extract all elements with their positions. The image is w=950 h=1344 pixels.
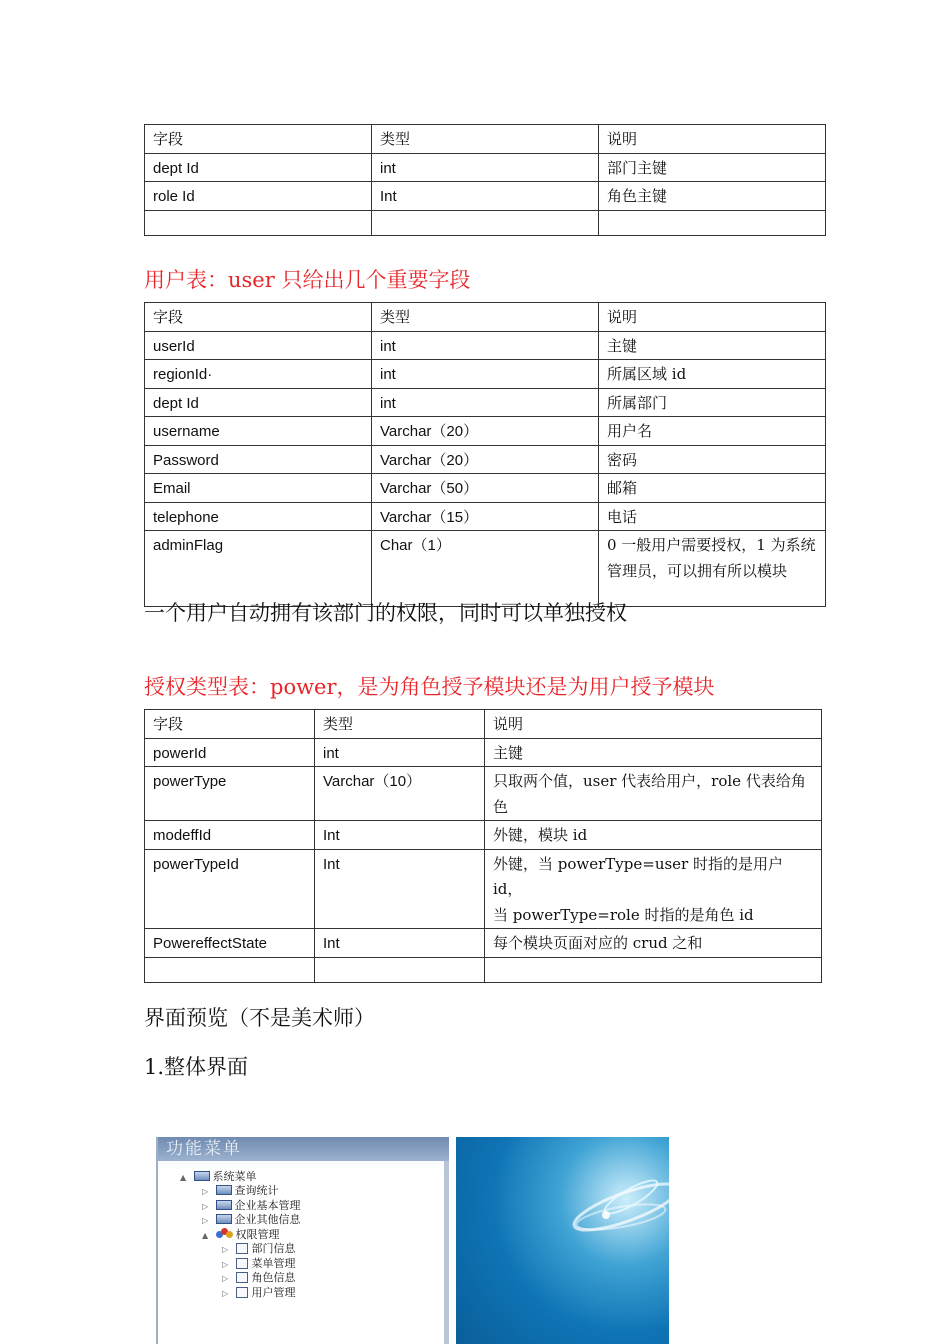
table-cell: int xyxy=(372,153,599,182)
scrollbar-track xyxy=(444,1161,449,1344)
table-row xyxy=(145,153,826,182)
table-header-cell: 类型 xyxy=(315,710,485,739)
table-cell: 主键 xyxy=(599,331,826,360)
main-area-preview-image xyxy=(456,1137,669,1344)
table-header-row xyxy=(145,303,826,332)
table-header-cell: 字段 xyxy=(145,125,372,154)
table-header-cell: 字段 xyxy=(145,710,315,739)
table-cell: powerId xyxy=(145,738,315,767)
table-cell xyxy=(315,957,485,983)
table-cell: 所属部门 xyxy=(599,388,826,417)
collapse-arrow-icon[interactable]: ▷ xyxy=(202,1216,209,1225)
table-row xyxy=(145,210,826,236)
table-cell: username xyxy=(145,417,372,446)
table-cell: userId xyxy=(145,331,372,360)
table-cell: powerType xyxy=(145,767,315,821)
table-cell: Password xyxy=(145,445,372,474)
document-icon xyxy=(236,1287,248,1298)
table-cell: 密码 xyxy=(599,445,826,474)
table-row xyxy=(145,821,822,850)
table-cell: Email xyxy=(145,474,372,503)
tree-item-menu-mgmt[interactable] xyxy=(222,1257,296,1271)
tree-item-label: 企业其他信息 xyxy=(234,1213,301,1226)
table-cell: 部门主键 xyxy=(599,153,826,182)
table-row xyxy=(145,849,822,929)
tree-item-label: 角色信息 xyxy=(251,1271,296,1284)
table-cell: 外键，模块 id xyxy=(485,821,822,850)
table-cell: Int xyxy=(315,849,485,929)
table-cell: int xyxy=(315,738,485,767)
interface-preview-heading: 界面预览（不是美术师） xyxy=(144,1006,375,1030)
table-cell: powerTypeId xyxy=(145,849,315,929)
table-cell: Char（1） xyxy=(372,531,599,607)
table-cell: 所属区域 id xyxy=(599,360,826,389)
tree-item-label: 用户管理 xyxy=(251,1286,296,1299)
table-cell: role Id xyxy=(145,182,372,211)
table-cell: regionId· xyxy=(145,360,372,389)
folder-icon xyxy=(216,1200,232,1210)
table-cell: modeffId xyxy=(145,821,315,850)
table-cell: 0 一般用户需要授权，1 为系统管理员，可以拥有所以模块 xyxy=(599,531,826,607)
tree-item-label: 菜单管理 xyxy=(251,1257,296,1270)
table-row xyxy=(145,502,826,531)
table-header-cell: 说明 xyxy=(599,125,826,154)
table-cell: 电话 xyxy=(599,502,826,531)
table-row xyxy=(145,531,826,607)
tree-item-system-menu[interactable] xyxy=(180,1170,257,1184)
expand-arrow-icon[interactable]: ▲ xyxy=(180,1173,187,1182)
collapse-arrow-icon[interactable]: ▷ xyxy=(222,1260,229,1269)
tree-item-label: 查询统计 xyxy=(234,1184,279,1197)
table-row xyxy=(145,388,826,417)
table-cell: PowereffectState xyxy=(145,929,315,958)
overall-interface-heading: 1.整体界面 xyxy=(144,1055,249,1079)
table-row xyxy=(145,738,822,767)
power-table xyxy=(144,709,822,983)
tree-item-label: 系统菜单 xyxy=(212,1170,257,1183)
power-table-heading: 授权类型表：power，是为角色授予模块还是为用户授予模块 xyxy=(144,675,715,699)
table-header-row xyxy=(145,125,826,154)
folder-icon xyxy=(216,1214,232,1224)
table-header-cell: 说明 xyxy=(485,710,822,739)
table-cell: Varchar（20） xyxy=(372,445,599,474)
user-permission-note: 一个用户自动拥有该部门的权限，同时可以单独授权 xyxy=(144,601,627,625)
table-cell: 角色主键 xyxy=(599,182,826,211)
table-cell: 每个模块页面对应的 crud 之和 xyxy=(485,929,822,958)
menu-header: 功能菜单 xyxy=(158,1137,449,1161)
table-cell xyxy=(599,210,826,236)
table-cell: telephone xyxy=(145,502,372,531)
table-row xyxy=(145,182,826,211)
table-header-cell: 说明 xyxy=(599,303,826,332)
user-table-heading: 用户表：user 只给出几个重要字段 xyxy=(144,268,471,292)
table-cell: 主键 xyxy=(485,738,822,767)
role-dept-table xyxy=(144,124,826,236)
document-icon xyxy=(236,1272,248,1283)
table-cell: Int xyxy=(315,929,485,958)
table-cell: Int xyxy=(315,821,485,850)
table-cell: 只取两个值，user 代表给用户，role 代表给角色 xyxy=(485,767,822,821)
table-row xyxy=(145,957,822,983)
table-cell xyxy=(372,210,599,236)
table-cell: dept Id xyxy=(145,388,372,417)
function-menu-preview xyxy=(156,1137,449,1344)
tree-item-label: 企业基本管理 xyxy=(234,1199,301,1212)
table-cell xyxy=(145,210,372,236)
expand-arrow-icon[interactable]: ▲ xyxy=(202,1231,209,1240)
table-header-row xyxy=(145,710,822,739)
table-cell: int xyxy=(372,331,599,360)
collapse-arrow-icon[interactable]: ▷ xyxy=(202,1187,209,1196)
table-row xyxy=(145,474,826,503)
tree-item-user-mgmt[interactable] xyxy=(222,1286,296,1300)
tree-item-department-info[interactable] xyxy=(222,1242,296,1256)
table-header-cell: 类型 xyxy=(372,303,599,332)
table-row xyxy=(145,331,826,360)
table-row xyxy=(145,767,822,821)
table-header-cell: 字段 xyxy=(145,303,372,332)
tree-item-label: 权限管理 xyxy=(235,1228,280,1241)
table-cell: adminFlag xyxy=(145,531,372,607)
table-cell xyxy=(145,957,315,983)
table-cell: Varchar（15） xyxy=(372,502,599,531)
collapse-arrow-icon[interactable]: ▷ xyxy=(202,1202,209,1211)
table-row xyxy=(145,417,826,446)
document-icon xyxy=(236,1243,248,1254)
table-row xyxy=(145,929,822,958)
table-row xyxy=(145,360,826,389)
collapse-arrow-icon[interactable]: ▷ xyxy=(222,1274,229,1283)
table-cell: 邮箱 xyxy=(599,474,826,503)
table-cell xyxy=(485,957,822,983)
table-header-cell: 类型 xyxy=(372,125,599,154)
tree-item-permission-mgmt[interactable] xyxy=(202,1228,280,1242)
user-table xyxy=(144,302,826,607)
table-cell: Int xyxy=(372,182,599,211)
document-icon xyxy=(236,1258,248,1269)
table-cell: 用户名 xyxy=(599,417,826,446)
table-cell: Varchar（50） xyxy=(372,474,599,503)
table-cell: int xyxy=(372,388,599,417)
table-cell: Varchar（10） xyxy=(315,767,485,821)
table-cell: Varchar（20） xyxy=(372,417,599,446)
collapse-arrow-icon[interactable]: ▷ xyxy=(222,1245,229,1254)
light-swirl-graphic xyxy=(456,1137,669,1344)
tree-item-enterprise-other[interactable] xyxy=(202,1213,301,1227)
folder-icon xyxy=(194,1171,210,1181)
table-cell: dept Id xyxy=(145,153,372,182)
tree-item-query-stats[interactable] xyxy=(202,1184,279,1198)
folder-icon xyxy=(216,1185,232,1195)
tree-item-role-info[interactable] xyxy=(222,1271,296,1285)
table-cell: int xyxy=(372,360,599,389)
users-icon xyxy=(216,1228,234,1239)
table-cell: 外键，当 powerType=user 时指的是用户 id， 当 powerType=role 时指的是角色 id xyxy=(485,849,822,929)
tree-item-enterprise-basic[interactable] xyxy=(202,1199,301,1213)
table-row xyxy=(145,445,826,474)
tree-item-label: 部门信息 xyxy=(251,1242,296,1255)
collapse-arrow-icon[interactable]: ▷ xyxy=(222,1289,229,1298)
